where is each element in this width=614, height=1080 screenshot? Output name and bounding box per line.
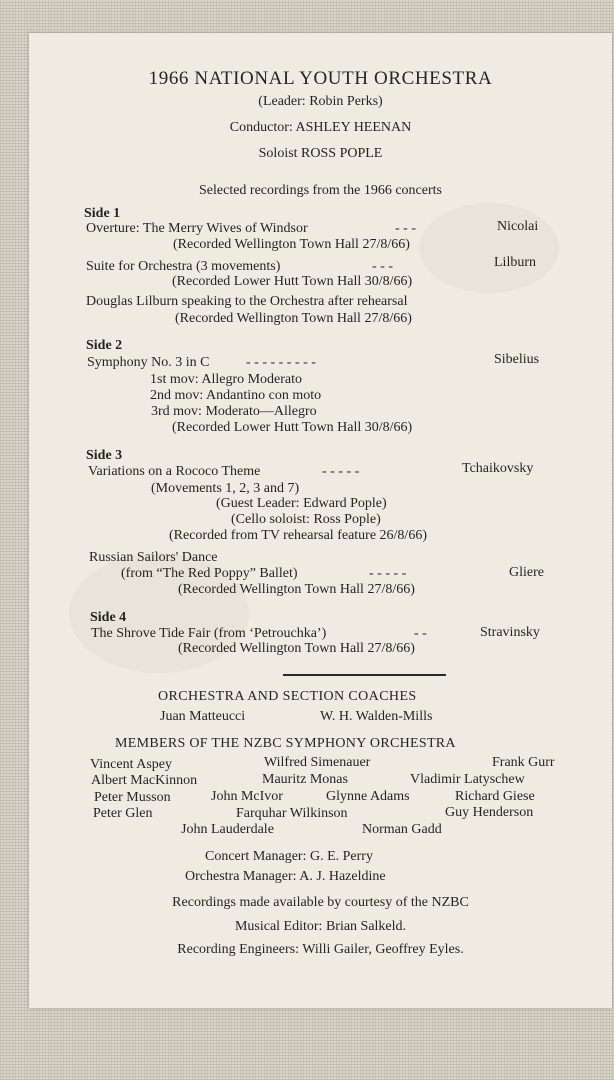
track-composer: Lilburn <box>494 255 536 270</box>
leader-dashes: - - <box>414 626 427 641</box>
member-name: Norman Gadd <box>362 822 442 837</box>
courtesy-line: Recordings made available by courtesy of the NZBC <box>172 895 469 910</box>
member-name: Albert MacKinnon <box>91 773 198 788</box>
conductor-line: Conductor: ASHLEY HEENAN <box>229 120 412 135</box>
track-title: Russian Sailors' Dance <box>89 550 218 565</box>
track-recording-note: (Recorded Lower Hutt Town Hall 30/8/66) <box>172 420 413 435</box>
programme-card <box>29 33 612 1008</box>
member-name: Frank Gurr <box>492 755 555 770</box>
coaches-heading: ORCHESTRA AND SECTION COACHES <box>158 689 417 704</box>
side-4-heading: Side 4 <box>90 610 127 625</box>
track-composer: Tchaikovsky <box>462 461 534 476</box>
track-title: The Shrove Tide Fair (from ‘Petrouchka’) <box>91 626 327 641</box>
orchestra-manager: Orchestra Manager: A. J. Hazeldine <box>185 869 386 884</box>
track-title: Overture: The Merry Wives of Windsor <box>86 221 308 236</box>
track-detail: (Guest Leader: Edward Pople) <box>216 496 387 511</box>
side-3-heading: Side 3 <box>86 448 123 463</box>
concert-manager: Concert Manager: G. E. Perry <box>205 849 373 864</box>
track-detail: (Cello soloist: Ross Pople) <box>231 512 381 527</box>
movement-line: 3rd mov: Moderato—Allegro <box>151 404 317 419</box>
side-2-heading: Side 2 <box>86 338 123 353</box>
track-composer: Nicolai <box>497 219 539 234</box>
track-recording-note: (Recorded from TV rehearsal feature 26/8/66) <box>169 528 427 543</box>
member-name: Guy Henderson <box>445 805 534 820</box>
track-composer: Sibelius <box>494 352 540 367</box>
movement-line: 2nd mov: Andantino con moto <box>150 388 322 403</box>
member-name: Glynne Adams <box>326 789 410 804</box>
track-composer: Stravinsky <box>480 625 540 640</box>
recording-engineers: Recording Engineers: Willi Gailer, Geoffrey Eyles. <box>177 942 464 957</box>
track-detail: (Movements 1, 2, 3 and 7) <box>151 481 300 496</box>
leader-dashes: - - - <box>395 221 416 236</box>
track-recording-note: (Recorded Wellington Town Hall 27/8/66) <box>173 237 410 252</box>
member-name: John Lauderdale <box>181 822 274 837</box>
members-heading: MEMBERS OF THE NZBC SYMPHONY ORCHESTRA <box>115 736 456 751</box>
track-title: Douglas Lilburn speaking to the Orchestra after rehearsal <box>86 294 408 309</box>
paper-stain <box>419 203 559 293</box>
track-recording-note: (Recorded Wellington Town Hall 27/8/66) <box>175 311 412 326</box>
member-name: Peter Glen <box>93 806 153 821</box>
member-name: Mauritz Monas <box>262 772 348 787</box>
soloist-line: Soloist ROSS POPLE <box>258 146 383 161</box>
musical-editor: Musical Editor: Brian Salkeld. <box>234 919 407 934</box>
movement-line: 1st mov: Allegro Moderato <box>150 372 303 387</box>
track-title: Symphony No. 3 in C <box>87 355 210 370</box>
track-title: Variations on a Rococo Theme <box>88 464 261 479</box>
member-name: Vladimir Latyschew <box>410 772 525 787</box>
coach-name: Juan Matteucci <box>160 709 246 724</box>
section-divider <box>283 674 446 676</box>
track-title: Suite for Orchestra (3 movements) <box>86 259 281 274</box>
leader-line: (Leader: Robin Perks) <box>258 94 383 109</box>
track-composer: Gliere <box>509 565 544 580</box>
leader-dashes: - - - - - <box>369 566 407 581</box>
member-name: Wilfred Simenauer <box>264 755 371 770</box>
member-name: Vincent Aspey <box>90 757 172 772</box>
side-1-heading: Side 1 <box>84 206 121 221</box>
member-name: Farquhar Wilkinson <box>236 806 348 821</box>
leader-dashes: - - - <box>372 259 393 274</box>
track-recording-note: (Recorded Wellington Town Hall 27/8/66) <box>178 582 415 597</box>
member-name: John McIvor <box>211 789 283 804</box>
track-recording-note: (Recorded Lower Hutt Town Hall 30/8/66) <box>172 274 413 289</box>
member-name: Peter Musson <box>94 790 171 805</box>
track-recording-note: (Recorded Wellington Town Hall 27/8/66) <box>178 641 415 656</box>
track-detail: (from “The Red Poppy” Ballet) <box>121 566 298 581</box>
member-name: Richard Giese <box>455 789 535 804</box>
page-title: 1966 NATIONAL YOUTH ORCHESTRA <box>148 68 493 89</box>
leader-dashes: - - - - - - - - - <box>246 355 316 370</box>
leader-dashes: - - - - - <box>322 464 360 479</box>
intro-line: Selected recordings from the 1966 concerts <box>199 183 442 198</box>
coach-name: W. H. Walden-Mills <box>320 709 433 724</box>
